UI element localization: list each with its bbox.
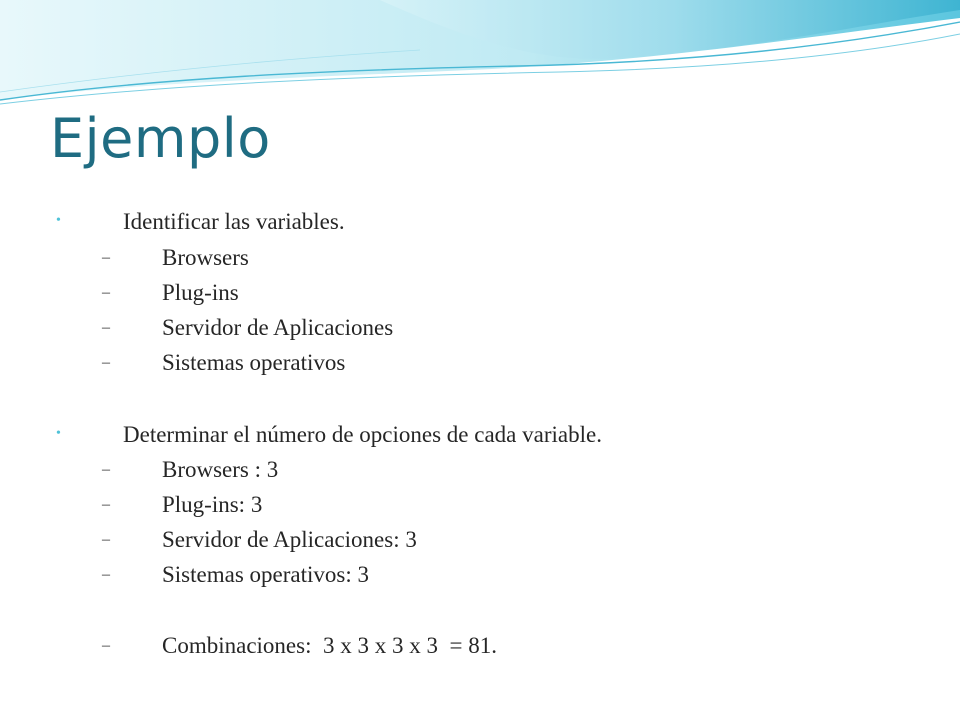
- dash-icon: –: [102, 566, 110, 583]
- dash-icon: –: [102, 461, 110, 478]
- dash-icon: –: [102, 531, 110, 548]
- dash-icon: –: [102, 319, 110, 336]
- dash-icon: –: [102, 284, 110, 301]
- item-label: Servidor de Aplicaciones: 3: [162, 527, 417, 552]
- dash-icon: –: [102, 637, 110, 654]
- section-2-heading: Determinar el número de opciones de cada variable.: [123, 422, 602, 447]
- item-label: Servidor de Aplicaciones: [162, 315, 394, 340]
- item-label: Browsers: [162, 245, 249, 270]
- combinations-result: Combinaciones: 3 x 3 x 3 x 3 = 81.: [162, 633, 497, 658]
- section-1-heading: Identificar las variables.: [123, 209, 345, 234]
- dash-icon: –: [102, 354, 110, 371]
- decorative-wave-header: [0, 0, 960, 120]
- bullet-icon: •: [56, 213, 61, 228]
- bullet-icon: •: [56, 426, 61, 441]
- item-label: Plug-ins: 3: [162, 492, 263, 517]
- item-label: Sistemas operativos: 3: [162, 562, 369, 587]
- item-label: Sistemas operativos: [162, 350, 346, 375]
- slide-title: Ejemplo: [50, 107, 271, 170]
- item-label: Browsers : 3: [162, 457, 279, 482]
- item-label: Plug-ins: [162, 280, 239, 305]
- dash-icon: –: [102, 249, 110, 266]
- dash-icon: –: [102, 496, 110, 513]
